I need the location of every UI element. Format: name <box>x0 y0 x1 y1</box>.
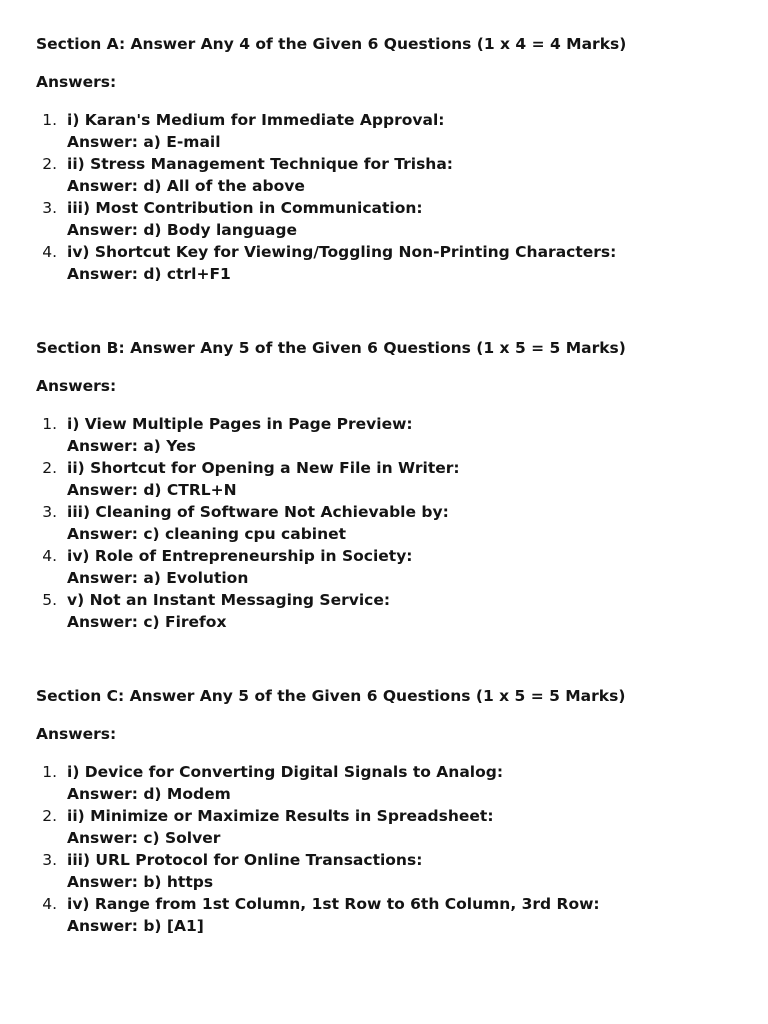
list-item <box>36 457 736 501</box>
item-body <box>67 457 736 501</box>
item-answer: Answer: c) cleaning cpu cabinet <box>67 525 347 543</box>
item-body <box>67 241 736 285</box>
item-question: v) Not an Instant Messaging Service: <box>67 591 391 609</box>
list-item <box>36 805 736 849</box>
item-body <box>67 589 736 633</box>
list-item <box>36 109 736 153</box>
item-body <box>67 805 736 849</box>
item-question: ii) Shortcut for Opening a New File in Writer: <box>67 459 460 477</box>
item-body <box>67 849 736 893</box>
list-item <box>36 849 736 893</box>
section-heading: Section A: Answer Any 4 of the Given 6 Questions (1 x 4 = 4 Marks) <box>36 35 627 53</box>
item-body <box>67 109 736 153</box>
list-item <box>36 589 736 633</box>
item-question: iii) Most Contribution in Communication: <box>67 199 423 217</box>
list-item <box>36 413 736 457</box>
item-question: iii) URL Protocol for Online Transactions: <box>67 851 423 869</box>
section-a <box>36 33 736 285</box>
item-number: 2. <box>42 459 57 477</box>
item-answer: Answer: a) E-mail <box>67 133 221 151</box>
item-body <box>67 153 736 197</box>
item-body <box>67 197 736 241</box>
item-body <box>67 893 736 937</box>
answer-list <box>36 761 736 937</box>
answers-label: Answers: <box>36 377 117 395</box>
item-answer: Answer: d) All of the above <box>67 177 305 195</box>
item-body <box>67 413 736 457</box>
item-number: 1. <box>42 763 57 781</box>
answer-list <box>36 413 736 633</box>
item-number: 4. <box>42 895 57 913</box>
section-b <box>36 337 736 633</box>
item-body <box>67 761 736 805</box>
list-item <box>36 761 736 805</box>
item-body <box>67 545 736 589</box>
item-answer: Answer: d) Modem <box>67 785 231 803</box>
section-spacer <box>36 285 736 337</box>
document-page <box>36 33 736 937</box>
answer-list <box>36 109 736 285</box>
list-item <box>36 241 736 285</box>
item-number: 3. <box>42 503 57 521</box>
list-item <box>36 153 736 197</box>
answers-label: Answers: <box>36 73 117 91</box>
item-answer: Answer: b) [A1] <box>67 917 204 935</box>
item-body <box>67 501 736 545</box>
item-question: iv) Role of Entrepreneurship in Society: <box>67 547 413 565</box>
item-number: 1. <box>42 415 57 433</box>
item-number: 4. <box>42 547 57 565</box>
item-number: 5. <box>42 591 57 609</box>
item-number: 3. <box>42 199 57 217</box>
item-number: 2. <box>42 807 57 825</box>
item-number: 1. <box>42 111 57 129</box>
item-answer: Answer: c) Solver <box>67 829 221 847</box>
item-number: 4. <box>42 243 57 261</box>
item-answer: Answer: d) Body language <box>67 221 297 239</box>
section-heading: Section C: Answer Any 5 of the Given 6 Questions (1 x 5 = 5 Marks) <box>36 687 626 705</box>
item-question: i) View Multiple Pages in Page Preview: <box>67 415 413 433</box>
item-question: iii) Cleaning of Software Not Achievable by: <box>67 503 449 521</box>
item-answer: Answer: a) Yes <box>67 437 196 455</box>
section-c <box>36 685 736 937</box>
item-answer: Answer: d) CTRL+N <box>67 481 237 499</box>
list-item <box>36 545 736 589</box>
item-answer: Answer: d) ctrl+F1 <box>67 265 231 283</box>
item-question: iv) Shortcut Key for Viewing/Toggling Non-Printing Characters: <box>67 243 617 261</box>
item-question: iv) Range from 1st Column, 1st Row to 6th Column, 3rd Row: <box>67 895 600 913</box>
section-spacer <box>36 633 736 685</box>
item-question: i) Device for Converting Digital Signals to Analog: <box>67 763 504 781</box>
item-number: 2. <box>42 155 57 173</box>
item-answer: Answer: b) https <box>67 873 214 891</box>
section-heading: Section B: Answer Any 5 of the Given 6 Questions (1 x 5 = 5 Marks) <box>36 339 626 357</box>
item-question: ii) Minimize or Maximize Results in Spreadsheet: <box>67 807 494 825</box>
item-answer: Answer: c) Firefox <box>67 613 227 631</box>
item-number: 3. <box>42 851 57 869</box>
item-answer: Answer: a) Evolution <box>67 569 249 587</box>
list-item <box>36 501 736 545</box>
list-item <box>36 893 736 937</box>
answers-label: Answers: <box>36 725 117 743</box>
list-item <box>36 197 736 241</box>
item-question: ii) Stress Management Technique for Trisha: <box>67 155 453 173</box>
item-question: i) Karan's Medium for Immediate Approval: <box>67 111 445 129</box>
